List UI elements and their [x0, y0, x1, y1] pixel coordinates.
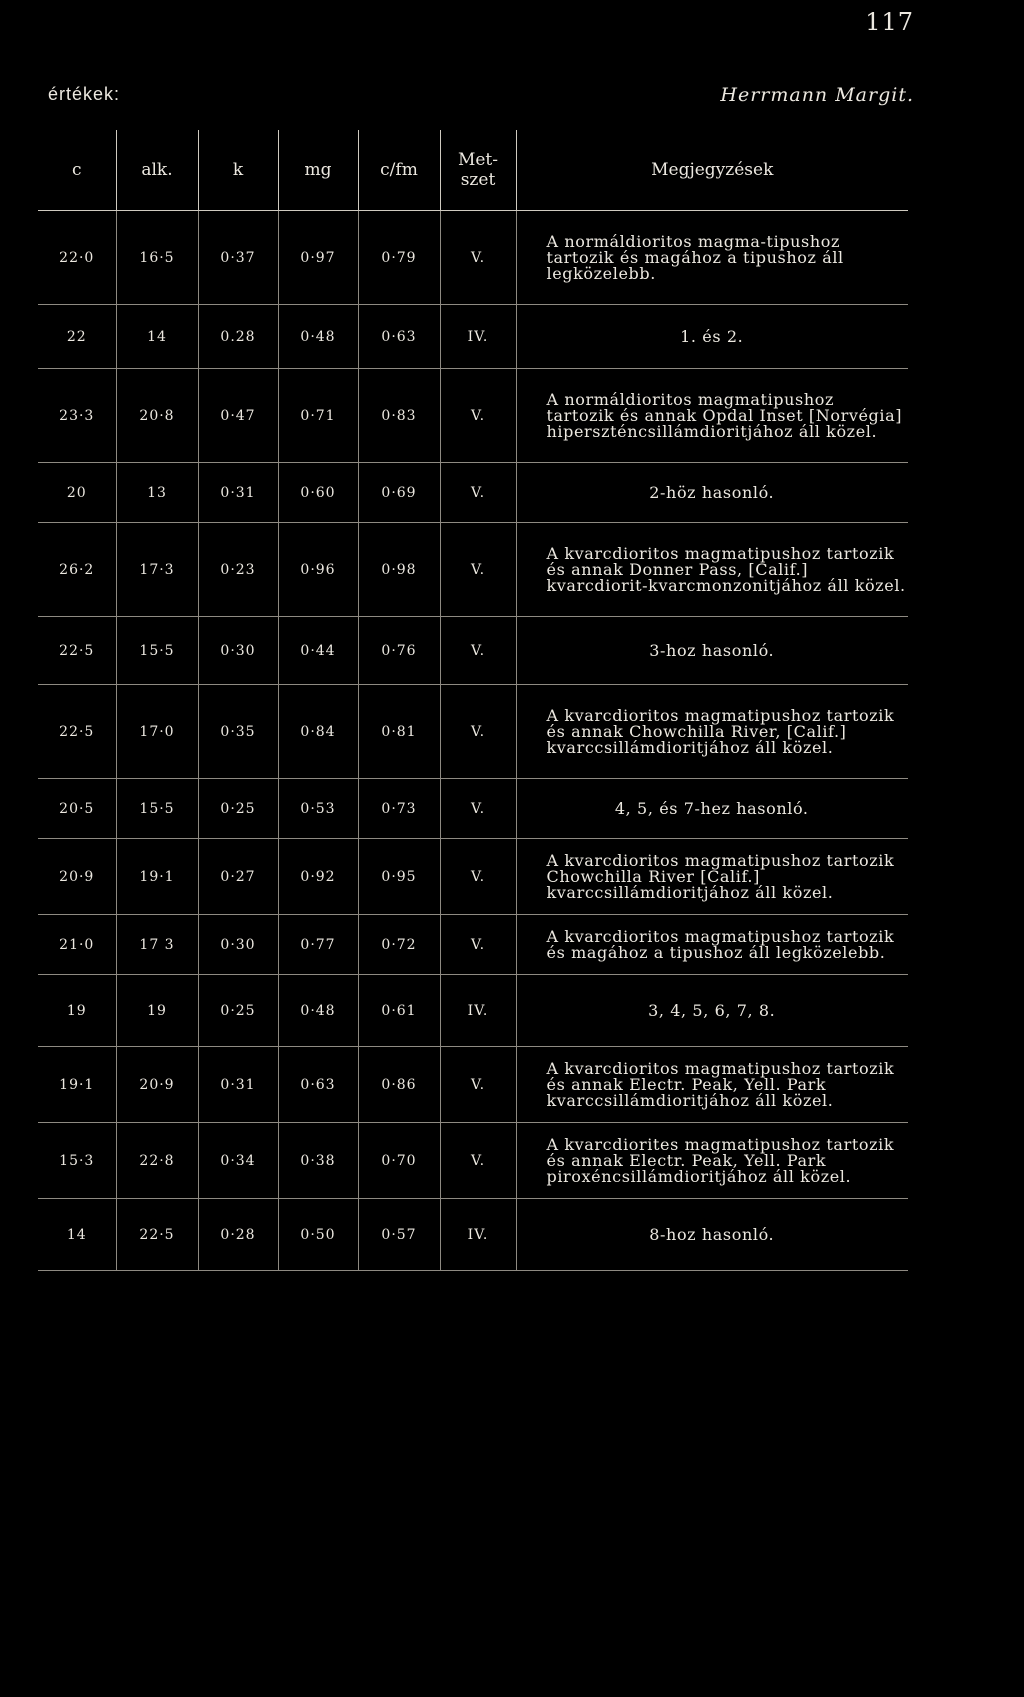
cell-mg: 0·92 — [278, 839, 358, 915]
column-header-alk: alk. — [116, 130, 198, 211]
cell-k: 0·28 — [198, 1199, 278, 1271]
cell-c: 20·5 — [38, 779, 116, 839]
cell-mg: 0·38 — [278, 1123, 358, 1199]
cell-note: A kvarcdioritos magmatipushoz tartozik és annak Electr. Peak, Yell. Park kvarccsillámdioritjához áll közel. — [516, 1047, 908, 1123]
cell-k: 0·25 — [198, 975, 278, 1047]
cell-cfm: 0·61 — [358, 975, 440, 1047]
cell-k: 0·23 — [198, 523, 278, 617]
cell-cfm: 0·57 — [358, 1199, 440, 1271]
cell-cfm: 0·73 — [358, 779, 440, 839]
cell-alk: 20·8 — [116, 369, 198, 463]
cell-k: 0·30 — [198, 617, 278, 685]
cell-metszet: V. — [440, 779, 516, 839]
cell-c: 22·5 — [38, 685, 116, 779]
cell-alk: 22·8 — [116, 1123, 198, 1199]
cell-cfm: 0·72 — [358, 915, 440, 975]
cell-cfm: 0·76 — [358, 617, 440, 685]
column-header-metszet: Met-szet — [440, 130, 516, 211]
cell-cfm: 0·83 — [358, 369, 440, 463]
table-body — [38, 211, 908, 1271]
cell-c: 22 — [38, 305, 116, 369]
cell-c: 21·0 — [38, 915, 116, 975]
table-row — [38, 1199, 908, 1271]
table-row — [38, 779, 908, 839]
cell-mg: 0·50 — [278, 1199, 358, 1271]
cell-metszet: V. — [440, 1123, 516, 1199]
cell-k: 0·31 — [198, 1047, 278, 1123]
table-row — [38, 1047, 908, 1123]
cell-k: 0·30 — [198, 915, 278, 975]
cell-mg: 0·48 — [278, 305, 358, 369]
cell-c: 22·5 — [38, 617, 116, 685]
cell-c: 20·9 — [38, 839, 116, 915]
cell-note: 2-höz hasonló. — [516, 463, 908, 523]
column-header-notes: Megjegyzések — [516, 130, 908, 211]
column-header-k: k — [198, 130, 278, 211]
column-header-cfm: c/fm — [358, 130, 440, 211]
cell-mg: 0·60 — [278, 463, 358, 523]
table-header-row — [38, 130, 908, 211]
cell-cfm: 0·70 — [358, 1123, 440, 1199]
cell-metszet: V. — [440, 839, 516, 915]
cell-metszet: V. — [440, 1047, 516, 1123]
table-row — [38, 1123, 908, 1199]
cell-metszet: V. — [440, 211, 516, 305]
cell-alk: 17 3 — [116, 915, 198, 975]
cell-note: A normáldioritos magmatipushoz tartozik és annak Opdal Inset [Norvégia] hiperszténcsillámdioritjához áll közel. — [516, 369, 908, 463]
cell-k: 0·31 — [198, 463, 278, 523]
column-header-c: c — [38, 130, 116, 211]
cell-alk: 15·5 — [116, 617, 198, 685]
cell-cfm: 0·95 — [358, 839, 440, 915]
table-row — [38, 617, 908, 685]
cell-note: 3, 4, 5, 6, 7, 8. — [516, 975, 908, 1047]
cell-alk: 22·5 — [116, 1199, 198, 1271]
cell-alk: 19·1 — [116, 839, 198, 915]
table-row — [38, 463, 908, 523]
cell-c: 14 — [38, 1199, 116, 1271]
cell-metszet: IV. — [440, 305, 516, 369]
cell-metszet: V. — [440, 463, 516, 523]
cell-note: A kvarcdioritos magmatipushoz tartozik és annak Chowchilla River, [Calif.] kvarccsillámdioritjához áll közel. — [516, 685, 908, 779]
cell-note: A kvarcdioritos magmatipushoz tartozik és annak Donner Pass, [Calif.] kvarcdiorit-kvarcmonzonitjához áll közel. — [516, 523, 908, 617]
cell-mg: 0·77 — [278, 915, 358, 975]
cell-mg: 0·97 — [278, 211, 358, 305]
cell-cfm: 0·79 — [358, 211, 440, 305]
table-row — [38, 915, 908, 975]
cell-note: A kvarcdioritos magmatipushoz tartozik Chowchilla River [Calif.] kvarccsillámdioritjához áll közel. — [516, 839, 908, 915]
cell-alk: 15·5 — [116, 779, 198, 839]
page-number: 117 — [865, 8, 914, 36]
cell-mg: 0·44 — [278, 617, 358, 685]
cell-k: 0·35 — [198, 685, 278, 779]
cell-alk: 19 — [116, 975, 198, 1047]
cell-c: 19 — [38, 975, 116, 1047]
cell-alk: 13 — [116, 463, 198, 523]
cell-c: 23·3 — [38, 369, 116, 463]
cell-mg: 0·71 — [278, 369, 358, 463]
cell-k: 0·37 — [198, 211, 278, 305]
cell-note: A kvarcdioritos magmatipushoz tartozik és magához a tipushoz áll legközelebb. — [516, 915, 908, 975]
cell-note: 3-hoz hasonló. — [516, 617, 908, 685]
table-row — [38, 305, 908, 369]
cell-mg: 0·96 — [278, 523, 358, 617]
cell-metszet: IV. — [440, 975, 516, 1047]
values-table — [38, 130, 908, 1271]
cell-cfm: 0·63 — [358, 305, 440, 369]
cell-c: 22·0 — [38, 211, 116, 305]
cell-cfm: 0·81 — [358, 685, 440, 779]
cell-cfm: 0·69 — [358, 463, 440, 523]
cell-note: 1. és 2. — [516, 305, 908, 369]
table-row — [38, 975, 908, 1047]
values-label: értékek: — [48, 84, 121, 104]
table-row — [38, 839, 908, 915]
cell-alk: 17·0 — [116, 685, 198, 779]
cell-mg: 0·63 — [278, 1047, 358, 1123]
cell-k: 0·47 — [198, 369, 278, 463]
cell-k: 0.28 — [198, 305, 278, 369]
cell-metszet: IV. — [440, 1199, 516, 1271]
cell-note: A normáldioritos magma-tipushoz tartozik és magához a tipushoz áll legközelebb. — [516, 211, 908, 305]
cell-metszet: V. — [440, 915, 516, 975]
cell-alk: 16·5 — [116, 211, 198, 305]
cell-metszet: V. — [440, 685, 516, 779]
cell-k: 0·34 — [198, 1123, 278, 1199]
cell-c: 20 — [38, 463, 116, 523]
cell-alk: 20·9 — [116, 1047, 198, 1123]
cell-mg: 0·53 — [278, 779, 358, 839]
cell-metszet: V. — [440, 369, 516, 463]
cell-note: 4, 5, és 7-hez hasonló. — [516, 779, 908, 839]
author-name: Herrmann Margit. — [720, 84, 914, 106]
table-row — [38, 211, 908, 305]
cell-mg: 0·48 — [278, 975, 358, 1047]
cell-k: 0·25 — [198, 779, 278, 839]
cell-note: 8-hoz hasonló. — [516, 1199, 908, 1271]
table-row — [38, 685, 908, 779]
cell-c: 26·2 — [38, 523, 116, 617]
cell-metszet: V. — [440, 523, 516, 617]
cell-cfm: 0·86 — [358, 1047, 440, 1123]
cell-metszet: V. — [440, 617, 516, 685]
cell-note: A kvarcdiorites magmatipushoz tartozik és annak Electr. Peak, Yell. Park piroxéncsillámdioritjához áll közel. — [516, 1123, 908, 1199]
cell-c: 19·1 — [38, 1047, 116, 1123]
cell-mg: 0·84 — [278, 685, 358, 779]
table-row — [38, 369, 908, 463]
cell-k: 0·27 — [198, 839, 278, 915]
cell-alk: 17·3 — [116, 523, 198, 617]
cell-c: 15·3 — [38, 1123, 116, 1199]
column-header-mg: mg — [278, 130, 358, 211]
cell-cfm: 0·98 — [358, 523, 440, 617]
table-row — [38, 523, 908, 617]
cell-alk: 14 — [116, 305, 198, 369]
